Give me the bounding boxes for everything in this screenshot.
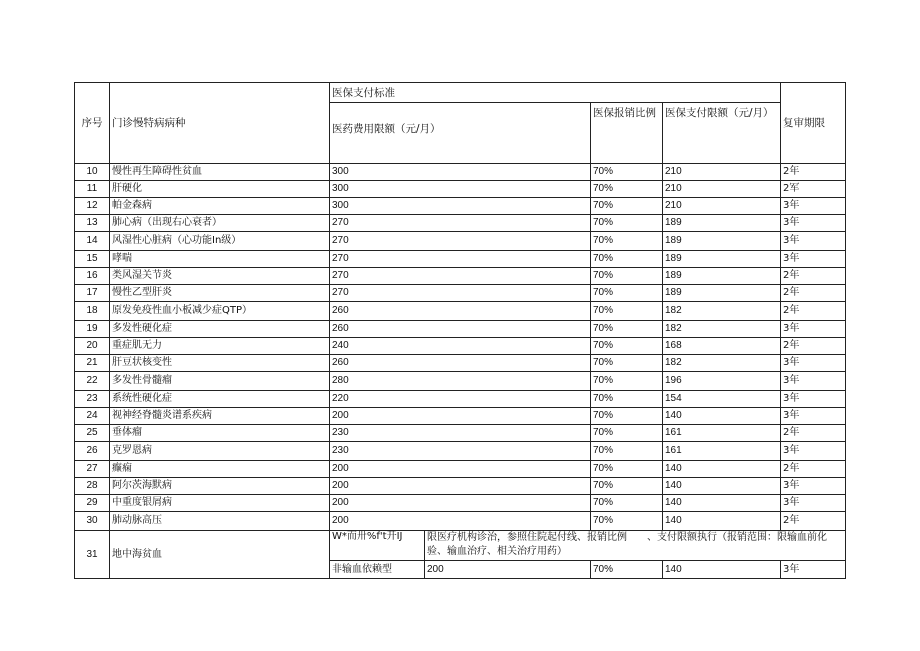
row-cost-limit: 220 — [330, 391, 591, 408]
row-seq: 18 — [75, 302, 110, 321]
row-pay-limit: 161 — [663, 425, 781, 442]
row-seq: 15 — [75, 251, 110, 268]
row-reimburse-ratio: 70% — [591, 232, 663, 251]
row31-sub1-text: 限医疗机构诊治，参照住院起付线、报销比例 、支付限额执行（报销范围：限输血前化验、输血治疗、相关治疗用药） — [425, 531, 846, 561]
row-reimburse-ratio: 70% — [591, 251, 663, 268]
row-review-period: 3年 — [781, 391, 846, 408]
row-cost-limit: 260 — [330, 302, 591, 321]
row-reimburse-ratio: 70% — [591, 512, 663, 531]
row-cost-limit: 300 — [330, 181, 591, 198]
table-row — [75, 495, 846, 512]
row-seq: 29 — [75, 495, 110, 512]
row-seq: 28 — [75, 478, 110, 495]
row-pay-limit: 189 — [663, 268, 781, 285]
header-review: 复审期限 — [781, 83, 846, 164]
row-review-period: 2年 — [781, 164, 846, 181]
row31-sub2-label: 非输血依赖型 — [330, 561, 425, 579]
row-cost-limit: 280 — [330, 372, 591, 391]
row-reimburse-ratio: 70% — [591, 181, 663, 198]
row-review-period: 3年 — [781, 408, 846, 425]
row-review-period: 3年 — [781, 442, 846, 461]
row-cost-limit: 300 — [330, 198, 591, 215]
table-row — [75, 478, 846, 495]
row-seq: 19 — [75, 321, 110, 338]
table-row — [75, 425, 846, 442]
row-reimburse-ratio: 70% — [591, 302, 663, 321]
row-review-period: 3年 — [781, 232, 846, 251]
row-pay-limit: 182 — [663, 302, 781, 321]
row-disease-name: 垂体瘤 — [110, 425, 330, 442]
medical-insurance-table — [74, 82, 846, 579]
row-disease-name: 视神经脊髓炎谱系疾病 — [110, 408, 330, 425]
row-reimburse-ratio: 70% — [591, 215, 663, 232]
row-cost-limit: 270 — [330, 215, 591, 232]
row-disease-name: 风湿性心脏病（心功能In级） — [110, 232, 330, 251]
row-disease-name: 哮喘 — [110, 251, 330, 268]
row-cost-limit: 200 — [330, 478, 591, 495]
row-review-period: 3年 — [781, 495, 846, 512]
row-pay-limit: 154 — [663, 391, 781, 408]
table-row — [75, 232, 846, 251]
row-seq: 25 — [75, 425, 110, 442]
row-pay-limit: 161 — [663, 442, 781, 461]
header-ratio: 医保报销比例 — [591, 103, 663, 164]
row-reimburse-ratio: 70% — [591, 198, 663, 215]
row-pay-limit: 140 — [663, 512, 781, 531]
row-review-period: 2年 — [781, 425, 846, 442]
row-pay-limit: 140 — [663, 461, 781, 478]
row-reimburse-ratio: 70% — [591, 461, 663, 478]
table-row — [75, 251, 846, 268]
row-disease-name: 中重度银屑病 — [110, 495, 330, 512]
table-row — [75, 321, 846, 338]
table-row — [75, 268, 846, 285]
row-cost-limit: 230 — [330, 442, 591, 461]
row-pay-limit: 168 — [663, 338, 781, 355]
row-seq: 13 — [75, 215, 110, 232]
row-pay-limit: 189 — [663, 251, 781, 268]
row-review-period: 3年 — [781, 321, 846, 338]
row-reimburse-ratio: 70% — [591, 391, 663, 408]
row-cost-limit: 270 — [330, 268, 591, 285]
row-review-period: 3年 — [781, 478, 846, 495]
row-seq: 27 — [75, 461, 110, 478]
table-row — [75, 181, 846, 198]
row-reimburse-ratio: 70% — [591, 495, 663, 512]
row-review-period: 3年 — [781, 215, 846, 232]
row-disease-name: 系统性硬化症 — [110, 391, 330, 408]
row-cost-limit: 270 — [330, 232, 591, 251]
row-reimburse-ratio: 70% — [591, 408, 663, 425]
row-seq: 11 — [75, 181, 110, 198]
row-seq: 10 — [75, 164, 110, 181]
row-seq: 20 — [75, 338, 110, 355]
row-reimburse-ratio: 70% — [591, 321, 663, 338]
row-pay-limit: 140 — [663, 495, 781, 512]
row-reimburse-ratio: 70% — [591, 268, 663, 285]
row-disease-name: 慢性再生障碍性贫血 — [110, 164, 330, 181]
row-reimburse-ratio: 70% — [591, 285, 663, 302]
row-pay-limit: 140 — [663, 561, 781, 579]
row-seq: 31 — [75, 531, 110, 579]
row-pay-limit: 189 — [663, 215, 781, 232]
row-cost-limit: 270 — [330, 251, 591, 268]
row-disease-name: 多发性硬化症 — [110, 321, 330, 338]
row-pay-limit: 140 — [663, 408, 781, 425]
table-row-31-a — [75, 531, 846, 561]
row-disease-name: 肝硬化 — [110, 181, 330, 198]
row-seq: 21 — [75, 355, 110, 372]
row-review-period: 2年 — [781, 461, 846, 478]
row-pay-limit: 210 — [663, 198, 781, 215]
row-disease-name: 慢性乙型肝炎 — [110, 285, 330, 302]
header-standard: 医保支付标准 — [330, 83, 781, 103]
row-pay-limit: 140 — [663, 478, 781, 495]
table-row — [75, 512, 846, 531]
row-disease-name: 地中海贫血 — [110, 531, 330, 579]
row-review-period: 2军 — [781, 181, 846, 198]
row-seq: 23 — [75, 391, 110, 408]
row-reimburse-ratio: 70% — [591, 372, 663, 391]
row-disease-name: 肝豆状核变性 — [110, 355, 330, 372]
row-cost-limit: 200 — [330, 408, 591, 425]
header-row-1 — [75, 83, 846, 103]
table-row — [75, 461, 846, 478]
row-cost-limit: 260 — [330, 321, 591, 338]
table-row — [75, 338, 846, 355]
row-seq: 30 — [75, 512, 110, 531]
row-reimburse-ratio: 70% — [591, 478, 663, 495]
row-seq: 22 — [75, 372, 110, 391]
row-review-period: 3年 — [781, 198, 846, 215]
row-cost-limit: 230 — [330, 425, 591, 442]
table-row — [75, 391, 846, 408]
table-row — [75, 198, 846, 215]
row31-sub1-label: W*而卅%f't开IJ — [330, 531, 425, 561]
row-seq: 17 — [75, 285, 110, 302]
table-row — [75, 285, 846, 302]
row-cost-limit: 200 — [330, 512, 591, 531]
row-seq: 26 — [75, 442, 110, 461]
row-reimburse-ratio: 70% — [591, 355, 663, 372]
row-seq: 14 — [75, 232, 110, 251]
row-cost-limit: 270 — [330, 285, 591, 302]
row-review-period: 2年 — [781, 338, 846, 355]
row-review-period: 3年 — [781, 561, 846, 579]
row-pay-limit: 210 — [663, 181, 781, 198]
row-pay-limit: 182 — [663, 355, 781, 372]
table-row — [75, 408, 846, 425]
row-pay-limit: 182 — [663, 321, 781, 338]
row-reimburse-ratio: 70% — [591, 442, 663, 461]
row-review-period: 3年 — [781, 355, 846, 372]
row-cost-limit: 200 — [425, 561, 591, 579]
row-cost-limit: 240 — [330, 338, 591, 355]
row-disease-name: 肺动脉高压 — [110, 512, 330, 531]
table-row — [75, 355, 846, 372]
row-cost-limit: 260 — [330, 355, 591, 372]
row-review-period: 2年 — [781, 268, 846, 285]
row-seq: 16 — [75, 268, 110, 285]
row-reimburse-ratio: 70% — [591, 561, 663, 579]
table-row — [75, 442, 846, 461]
table-row — [75, 215, 846, 232]
row-review-period: 2年 — [781, 285, 846, 302]
row-disease-name: 重症肌无力 — [110, 338, 330, 355]
row-reimburse-ratio: 70% — [591, 164, 663, 181]
table-row — [75, 302, 846, 321]
header-disease: 门诊慢特病病种 — [110, 83, 330, 164]
row-review-period: 2年 — [781, 512, 846, 531]
row-review-period: 2年 — [781, 302, 846, 321]
row-cost-limit: 200 — [330, 495, 591, 512]
table-row — [75, 164, 846, 181]
row-reimburse-ratio: 70% — [591, 338, 663, 355]
row-disease-name: 多发性骨髓瘤 — [110, 372, 330, 391]
header-seq: 序号 — [75, 83, 110, 164]
row-disease-name: 克罗恩病 — [110, 442, 330, 461]
header-pay-limit: 医保支付限额（元/月） — [663, 103, 781, 164]
row-disease-name: 阿尔茨海默病 — [110, 478, 330, 495]
row-disease-name: 原发免疫性血小板减少症QTP） — [110, 302, 330, 321]
row-seq: 24 — [75, 408, 110, 425]
row-pay-limit: 196 — [663, 372, 781, 391]
row-seq: 12 — [75, 198, 110, 215]
row-pay-limit: 189 — [663, 232, 781, 251]
row-disease-name: 肺心病（出现右心衰者） — [110, 215, 330, 232]
row-disease-name: 帕金森病 — [110, 198, 330, 215]
table-row — [75, 372, 846, 391]
row-cost-limit: 300 — [330, 164, 591, 181]
row-pay-limit: 189 — [663, 285, 781, 302]
row-pay-limit: 210 — [663, 164, 781, 181]
row-reimburse-ratio: 70% — [591, 425, 663, 442]
row-cost-limit: 200 — [330, 461, 591, 478]
row-disease-name: 类风湿关节炎 — [110, 268, 330, 285]
row-disease-name: 癫痫 — [110, 461, 330, 478]
row-review-period: 3年 — [781, 251, 846, 268]
row-review-period: 3年 — [781, 372, 846, 391]
header-limit: 医药费用限额（元/月） — [330, 103, 591, 164]
